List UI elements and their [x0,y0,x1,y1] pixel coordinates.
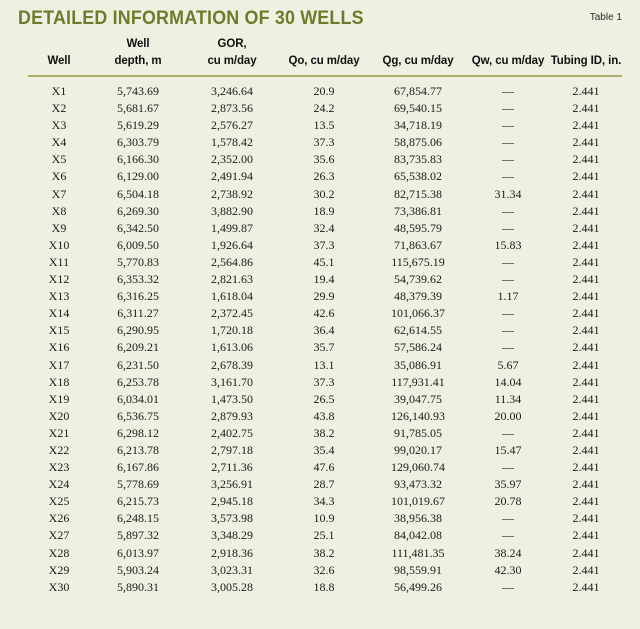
table-row [28,186,622,203]
cell-qo: 45.1 [313,254,335,269]
cell-gor: 3,005.28 [211,579,253,594]
cell-well: X6 [51,169,67,184]
cell-qg: 38,956.38 [394,511,442,526]
cell-well: X29 [48,562,70,577]
cell-well: X20 [48,408,70,423]
cell-depth: 6,269.30 [117,203,159,218]
cell-qg: 115,675.19 [391,254,445,269]
cell-qw: — [502,254,514,269]
cell-qg: 34,718.19 [394,118,442,133]
col-header-depth: depth, m [114,55,162,67]
cell-gor: 3,246.64 [211,84,253,98]
cell-gor: 2,491.94 [211,169,253,184]
cell-tubing: 2.441 [572,84,600,98]
cell-qg: 62,614.55 [394,323,442,338]
cell-qo: 24.2 [313,101,335,116]
cell-depth: 6,129.00 [117,169,159,184]
cell-qg: 57,586.24 [394,340,442,355]
table-row [28,339,622,356]
cell-qg: 35,086.91 [394,357,442,372]
cell-qw: — [502,528,514,543]
cell-qg: 83,735.83 [394,152,442,167]
cell-well: X15 [48,323,70,338]
cell-depth: 6,311.27 [117,306,159,321]
cell-qw: 20.78 [494,494,522,509]
cell-qo: 32.4 [313,220,335,235]
cell-qg: 39,047.75 [394,391,442,406]
cell-qw: 15.47 [494,442,522,457]
cell-tubing: 2.441 [572,579,600,594]
cell-depth: 6,013.97 [117,545,159,560]
cell-well: X3 [51,118,67,133]
cell-gor: 2,918.36 [211,545,253,560]
cell-gor: 1,499.87 [211,220,253,235]
cell-tubing: 2.441 [572,169,600,184]
cell-qg: 54,739.62 [394,272,442,287]
cell-well: X25 [48,494,70,509]
cell-well: X18 [48,374,70,389]
cell-gor: 2,873.56 [211,101,253,116]
cell-tubing: 2.441 [572,135,600,150]
cell-well: X28 [48,545,70,560]
cell-qo: 20.9 [313,84,335,98]
cell-depth: 6,248.15 [117,511,159,526]
cell-qo: 29.9 [313,289,335,304]
cell-well: X23 [48,460,70,475]
wells-table-container [28,38,622,596]
table-row [28,203,622,220]
cell-qw: — [502,220,514,235]
cell-depth: 6,034.01 [117,391,159,406]
cell-gor: 3,573.98 [211,511,253,526]
cell-gor: 3,348.29 [211,528,253,543]
header-row-line2 [28,55,622,72]
cell-depth: 6,303.79 [117,135,159,150]
cell-depth: 6,353.32 [117,272,159,287]
table-row [28,168,622,185]
cell-tubing: 2.441 [572,152,600,167]
col-header-tubing: Tubing ID, in. [550,55,622,67]
cell-qo: 37.3 [313,237,335,252]
cell-gor: 3,882.90 [211,203,253,218]
col-header-qo: Qo, cu m/day [288,55,360,67]
cell-qw: — [502,272,514,287]
table-row [28,408,622,425]
cell-qg: 84,042.08 [394,528,442,543]
cell-qw: — [502,306,514,321]
cell-qo: 26.5 [313,391,335,406]
cell-qo: 36.4 [313,323,335,338]
cell-depth: 6,231.50 [117,357,159,372]
table-row [28,254,622,271]
cell-well: X4 [51,135,67,150]
table-row [28,527,622,544]
cell-qg: 65,538.02 [394,169,442,184]
cell-tubing: 2.441 [572,494,600,509]
cell-qg: 58,875.06 [394,135,442,150]
cell-qw: — [502,152,514,167]
cell-tubing: 2.441 [572,289,600,304]
cell-qg: 93,473.32 [394,477,442,492]
table-row [28,220,622,237]
cell-gor: 2,821.63 [211,272,253,287]
table-row [28,476,622,493]
col-header-gor: cu m/day [207,55,257,67]
cell-tubing: 2.441 [572,323,600,338]
cell-qw: — [502,118,514,133]
cell-gor: 2,564.86 [211,254,253,269]
cell-tubing: 2.441 [572,272,600,287]
cell-gor: 2,797.18 [211,442,253,457]
cell-qw: — [502,203,514,218]
cell-qw: — [502,323,514,338]
cell-well: X24 [48,477,70,492]
cell-tubing: 2.441 [572,101,600,116]
table-row [28,134,622,151]
table-row [28,545,622,562]
table-row [28,117,622,134]
table-row [28,322,622,339]
cell-qo: 25.1 [313,528,335,543]
cell-qg: 71,863.67 [394,237,442,252]
cell-depth: 5,770.83 [117,254,159,269]
cell-well: X14 [48,306,70,321]
cell-depth: 6,536.75 [117,408,159,423]
cell-well: X5 [51,152,67,167]
cell-qo: 42.6 [313,306,335,321]
table-row [28,76,622,100]
title-row [0,0,640,34]
col-header-well: Well [47,55,71,67]
cell-well: X16 [48,340,70,355]
table-row [28,562,622,579]
cell-qw: 14.04 [494,374,522,389]
table-row [28,459,622,476]
cell-gor: 3,161.70 [211,374,253,389]
cell-well: X1 [51,84,67,98]
cell-tubing: 2.441 [572,425,600,440]
cell-tubing: 2.441 [572,408,600,423]
cell-qg: 129,060.74 [391,460,445,475]
col-header-tubing-line1 [550,38,622,55]
table-row [28,271,622,288]
cell-gor: 2,678.39 [211,357,253,372]
cell-qo: 13.1 [313,357,335,372]
cell-tubing: 2.441 [572,237,600,252]
cell-well: X12 [48,272,70,287]
cell-gor: 2,738.92 [211,186,253,201]
cell-depth: 6,167.86 [117,460,159,475]
cell-well: X17 [48,357,70,372]
cell-qg: 73,386.81 [394,203,442,218]
cell-qo: 37.3 [313,135,335,150]
table-row [28,442,622,459]
cell-qo: 43.8 [313,408,335,423]
cell-tubing: 2.441 [572,254,600,269]
table-header [28,38,622,76]
cell-tubing: 2.441 [572,391,600,406]
cell-gor: 2,711.36 [211,460,253,475]
cell-qg: 56,499.26 [394,579,442,594]
cell-qo: 32.6 [313,562,335,577]
table-row [28,237,622,254]
cell-qw: — [502,135,514,150]
cell-qw: — [502,511,514,526]
cell-tubing: 2.441 [572,511,600,526]
cell-well: X21 [48,425,70,440]
cell-qo: 35.7 [313,340,335,355]
cell-qo: 34.3 [313,494,335,509]
cell-qo: 38.2 [313,425,335,440]
cell-qw: 15.83 [494,237,522,252]
col-header-well-line1 [28,38,90,55]
cell-gor: 1,720.18 [211,323,253,338]
col-header-qw: Qw, cu m/day [471,55,545,67]
cell-tubing: 2.441 [572,545,600,560]
cell-depth: 5,778.69 [117,477,159,492]
cell-depth: 6,316.25 [117,289,159,304]
cell-depth: 6,298.12 [117,425,159,440]
cell-qg: 98,559.91 [394,562,442,577]
cell-gor: 2,352.00 [211,152,253,167]
cell-qg: 101,066.37 [391,306,445,321]
table-row [28,425,622,442]
cell-gor: 1,926.64 [211,237,253,252]
col-header-depth-line1: Well [126,38,150,50]
table-row [28,391,622,408]
cell-gor: 3,023.31 [211,562,253,577]
cell-depth: 6,342.50 [117,220,159,235]
cell-qg: 111,481.35 [391,545,445,560]
cell-well: X13 [48,289,70,304]
cell-depth: 5,890.31 [117,579,159,594]
table-row [28,288,622,305]
table-row [28,579,622,596]
cell-qo: 13.5 [313,118,335,133]
col-header-qo-line1 [278,38,370,55]
cell-qo: 37.3 [313,374,335,389]
cell-qo: 30.2 [313,186,335,201]
cell-tubing: 2.441 [572,477,600,492]
cell-qw: 5.67 [497,357,519,372]
wells-table [28,38,622,596]
cell-qw: — [502,460,514,475]
cell-depth: 6,504.18 [117,186,159,201]
cell-depth: 6,213.78 [117,442,159,457]
cell-qg: 101,019.67 [391,494,445,509]
cell-gor: 1,473.50 [211,391,253,406]
cell-qw: — [502,579,514,594]
cell-depth: 6,253.78 [117,374,159,389]
cell-qo: 28.7 [313,477,335,492]
cell-tubing: 2.441 [572,528,600,543]
cell-qw: 20.00 [494,408,522,423]
cell-well: X22 [48,442,70,457]
cell-qw: 38.24 [494,545,522,560]
cell-qo: 18.8 [313,579,335,594]
cell-well: X7 [51,186,67,201]
col-header-qw-line1 [466,38,550,55]
cell-tubing: 2.441 [572,203,600,218]
cell-depth: 6,290.95 [117,323,159,338]
cell-gor: 1,618.04 [211,289,253,304]
cell-qo: 19.4 [313,272,335,287]
cell-qw: — [502,101,514,116]
cell-qo: 35.6 [313,152,335,167]
cell-qg: 99,020.17 [394,442,442,457]
cell-qg: 117,931.41 [391,374,445,389]
col-header-gor-line1: GOR, [217,38,247,50]
cell-qw: — [502,425,514,440]
cell-well: X19 [48,391,70,406]
cell-qw: 1.17 [497,289,519,304]
cell-depth: 6,166.30 [117,152,159,167]
table-row [28,493,622,510]
cell-qw: — [502,340,514,355]
cell-tubing: 2.441 [572,186,600,201]
cell-qg: 48,595.79 [394,220,442,235]
cell-tubing: 2.441 [572,118,600,133]
table-row [28,100,622,117]
table-number-label: Table 1 [589,12,622,23]
cell-well: X26 [48,511,70,526]
table-row [28,151,622,168]
cell-tubing: 2.441 [572,374,600,389]
cell-gor: 1,613.06 [211,340,253,355]
cell-qo: 26.3 [313,169,335,184]
cell-qo: 38.2 [313,545,335,560]
cell-depth: 6,209.21 [117,340,159,355]
cell-tubing: 2.441 [572,562,600,577]
cell-gor: 2,372.45 [211,306,253,321]
table-row [28,374,622,391]
cell-qw: 31.34 [494,186,522,201]
cell-qo: 47.6 [313,460,335,475]
cell-qw: 42.30 [494,562,522,577]
header-row-line1 [28,38,622,55]
cell-qw: — [502,84,514,98]
cell-qo: 10.9 [313,511,335,526]
cell-well: X27 [48,528,70,543]
cell-well: X9 [51,220,67,235]
cell-gor: 3,256.91 [211,477,253,492]
table-row [28,357,622,374]
table-row [28,510,622,527]
cell-gor: 2,945.18 [211,494,253,509]
cell-depth: 5,903.24 [117,562,159,577]
cell-well: X30 [48,579,70,594]
col-header-qg: Qg, cu m/day [382,55,454,67]
cell-tubing: 2.441 [572,340,600,355]
cell-tubing: 2.441 [572,460,600,475]
cell-qg: 69,540.15 [394,101,442,116]
cell-qg: 82,715.38 [394,186,442,201]
page-title: DETAILED INFORMATION OF 30 WELLS [18,8,364,29]
cell-qw: — [502,169,514,184]
cell-well: X2 [51,101,67,116]
col-header-qg-line1 [370,38,466,55]
cell-depth: 6,009.50 [117,237,159,252]
cell-qg: 67,854.77 [394,84,442,98]
cell-qo: 35.4 [313,442,335,457]
cell-qw: 11.34 [494,391,522,406]
cell-gor: 2,576.27 [211,118,253,133]
cell-qw: 35.97 [494,477,522,492]
cell-tubing: 2.441 [572,357,600,372]
cell-gor: 2,879.93 [211,408,253,423]
cell-depth: 5,897.32 [117,528,159,543]
cell-qg: 48,379.39 [394,289,442,304]
cell-well: X8 [51,203,67,218]
table-body [28,76,622,596]
cell-depth: 6,215.73 [117,494,159,509]
cell-qo: 18.9 [313,203,335,218]
table-row [28,305,622,322]
cell-well: X11 [48,254,70,269]
cell-gor: 1,578.42 [211,135,253,150]
cell-depth: 5,743.69 [117,84,159,98]
cell-gor: 2,402.75 [211,425,253,440]
cell-tubing: 2.441 [572,442,600,457]
cell-depth: 5,619.29 [117,118,159,133]
cell-qg: 126,140.93 [391,408,445,423]
cell-qg: 91,785.05 [394,425,442,440]
cell-tubing: 2.441 [572,306,600,321]
cell-well: X10 [48,237,70,252]
cell-tubing: 2.441 [572,220,600,235]
cell-depth: 5,681.67 [117,101,159,116]
